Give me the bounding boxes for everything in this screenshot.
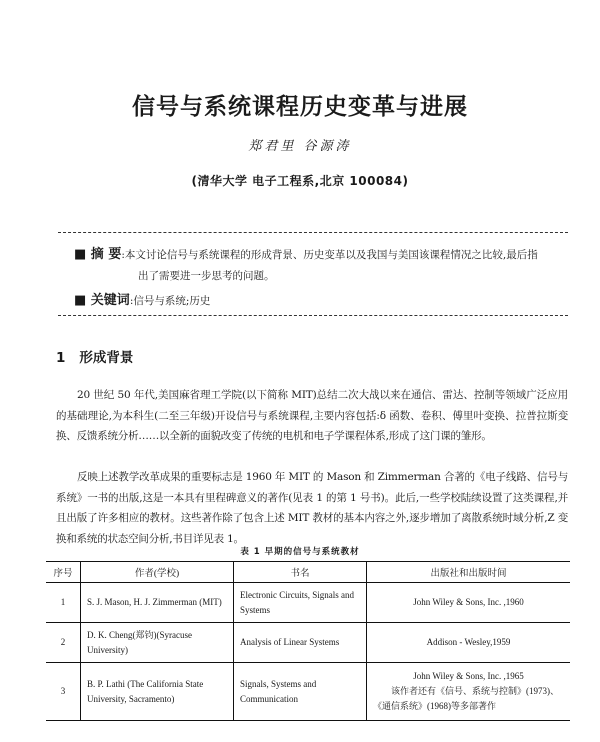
row-publisher: John Wiley & Sons, Inc. ,1965 bbox=[413, 671, 524, 681]
divider-top bbox=[58, 232, 568, 233]
paper-affiliation: (清华大学 电子工程系,北京 100084) bbox=[191, 174, 409, 188]
table-header-row bbox=[46, 562, 570, 583]
paragraph-2: 反映上述教学改革成果的重要标志是 1960 年 MIT 的 Mason 和 Zimmerman 合著的《电子线路、信号与系统》一书的出版,这是一本具有里程碑意义的著作(见表 1 的第 1 号书)。此后,一些学校陆续设置了这类课程,并且出版了许多相应的教材。这些著作除了包含上述 MIT 教材的基本内容之外,逐步增加了离散系统时域分析,Z 变换和系统的状态空间分析,书目详见表 1。 bbox=[56, 471, 568, 545]
row-publisher: John Wiley & Sons, Inc. ,1960 bbox=[367, 583, 571, 623]
keywords bbox=[74, 289, 210, 308]
row-num: 2 bbox=[46, 623, 81, 663]
keywords-text: :信号与系统;历史 bbox=[129, 295, 211, 307]
row-book: Signals, Systems and Communication bbox=[234, 663, 367, 721]
header-book: 书名 bbox=[234, 562, 367, 583]
keywords-label: ■ 关键词 bbox=[74, 293, 130, 308]
table-row bbox=[46, 663, 570, 721]
row-publisher-cell bbox=[367, 663, 571, 721]
section-number: 1 bbox=[56, 350, 66, 366]
row-book: Electronic Circuits, Signals and Systems bbox=[234, 583, 367, 623]
row-publisher: Addison - Wesley,1959 bbox=[367, 623, 571, 663]
abstract-label: ■ 摘 要 bbox=[74, 247, 122, 262]
row-author: B. P. Lathi (The California State University, Sacramento) bbox=[81, 663, 234, 721]
row-publisher-note: 该作者还有《信号、系统与控制》(1973)、《通信系统》(1968)等多部著作 bbox=[373, 686, 559, 711]
row-author: S. J. Mason, H. J. Zimmerman (MIT) bbox=[81, 583, 234, 623]
table-row bbox=[46, 583, 570, 623]
table-caption: 表 1 早期的信号与系统教材 bbox=[240, 547, 360, 557]
row-author: D. K. Cheng(郑钧)(Syracuse University) bbox=[81, 623, 234, 663]
paragraph-1: 20 世纪 50 年代,美国麻省理工学院(以下简称 MIT)总结二次大战以来在通信、雷达、控制等领域广泛应用的基础理论,为本科生(二至三年级)开设信号与系统课程,主要内容包括:δ 函数、卷积、傅里叶变换、拉普拉斯变换、反馈系统分析……以全新的面貌改变了传统的电机和电子学课程体系,形成了这门课的雏形。 bbox=[56, 389, 568, 442]
row-num: 1 bbox=[46, 583, 81, 623]
section-title: 形成背景 bbox=[79, 350, 134, 366]
divider-bottom bbox=[58, 315, 568, 316]
paper-authors: 郑君里 谷源涛 bbox=[248, 139, 352, 154]
abstract bbox=[74, 244, 544, 287]
paper-title: 信号与系统课程历史变革与进展 bbox=[132, 94, 468, 120]
row-num: 3 bbox=[46, 663, 81, 721]
abstract-text: :本文讨论信号与系统课程的形成背景、历史变革以及我国与美国该课程情况之比较,最后指出了需要进一步思考的问题。 bbox=[121, 249, 538, 282]
section-heading bbox=[56, 346, 133, 366]
header-author: 作者(学校) bbox=[81, 562, 234, 583]
textbook-table bbox=[46, 561, 570, 721]
row-book: Analysis of Linear Systems bbox=[234, 623, 367, 663]
header-num: 序号 bbox=[46, 562, 81, 583]
table-row bbox=[46, 623, 570, 663]
header-publisher: 出版社和出版时间 bbox=[367, 562, 571, 583]
